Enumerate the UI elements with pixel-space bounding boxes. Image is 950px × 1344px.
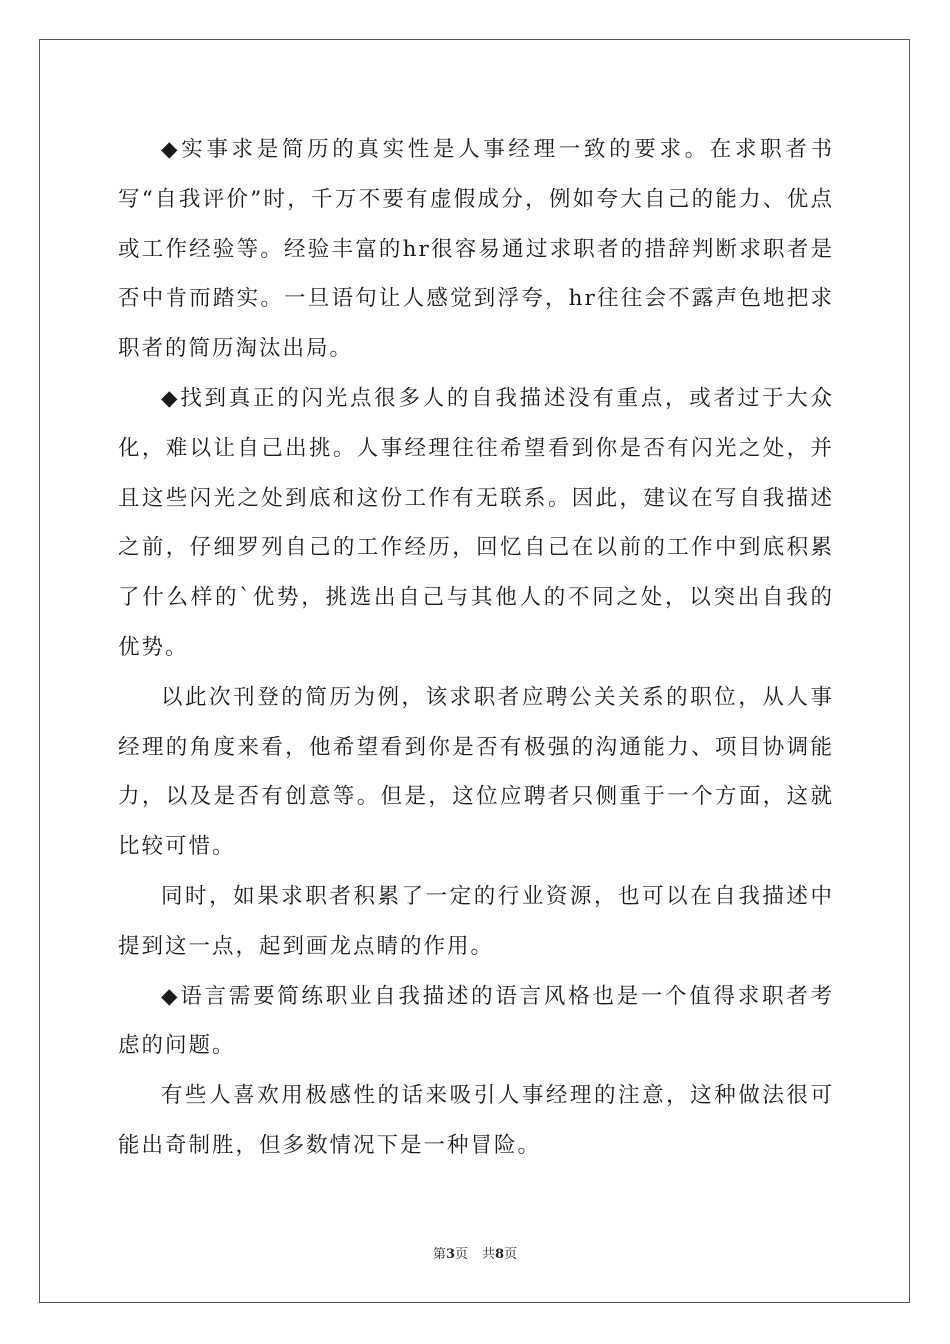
paragraph-industry-resources: 同时，如果求职者积累了一定的行业资源，也可以在自我描述中提到这一点，起到画龙点睛的作用。 [118, 883, 834, 959]
paragraph-highlights: ◆找到真正的闪光点很多人的自我描述没有重点，或者过于大众化，难以让自己出挑。人事经理往往希望看到你是否有闪光之处，并且这些闪光之处到底和这份工作有无联系。因此，建议在写自我描述之前，仔细罗列自己的工作经历，回忆自己在以前的工作中到底积累了什么样的`优势，挑选出自己与其他人的不同之处，以突出自我的优势。 [118, 385, 834, 660]
document-body [118, 125, 834, 1171]
page-footer [0, 1246, 950, 1264]
total-pages: 8 [495, 1247, 505, 1262]
paragraph-example: 以此次刊登的简历为例，该求职者应聘公关关系的职位，从人事经理的角度来看，他希望看到你是否有极强的沟通能力、项目协调能力，以及是否有创意等。但是，这位应聘者只侧重于一个方面，这就比较可惜。 [118, 684, 834, 860]
page-suffix: 页 [454, 1247, 468, 1262]
page-prefix: 第 [432, 1247, 446, 1262]
paragraph-emotional-language: 有些人喜欢用极感性的话来吸引人事经理的注意，这种做法很可能出奇制胜，但多数情况下是一种冒险。 [118, 1083, 834, 1158]
page-number: 3 [445, 1247, 455, 1262]
total-prefix: 共 [482, 1247, 496, 1262]
total-suffix: 页 [504, 1247, 518, 1262]
paragraph-truthfulness: ◆实事求是简历的真实性是人事经理一致的要求。在求职者书写“自我评价”时，千万不要有虚假成分，例如夸大自己的能力、优点或工作经验等。经验丰富的hr很容易通过求职者的措辞判断求职者是否中肯而踏实。一旦语句让人感觉到浮夸，hr往往会不露声色地把求职者的简历淘汰出局。 [118, 137, 834, 362]
paragraph-language-style: ◆语言需要简练职业自我描述的语言风格也是一个值得求职者考虑的问题。 [118, 983, 834, 1059]
